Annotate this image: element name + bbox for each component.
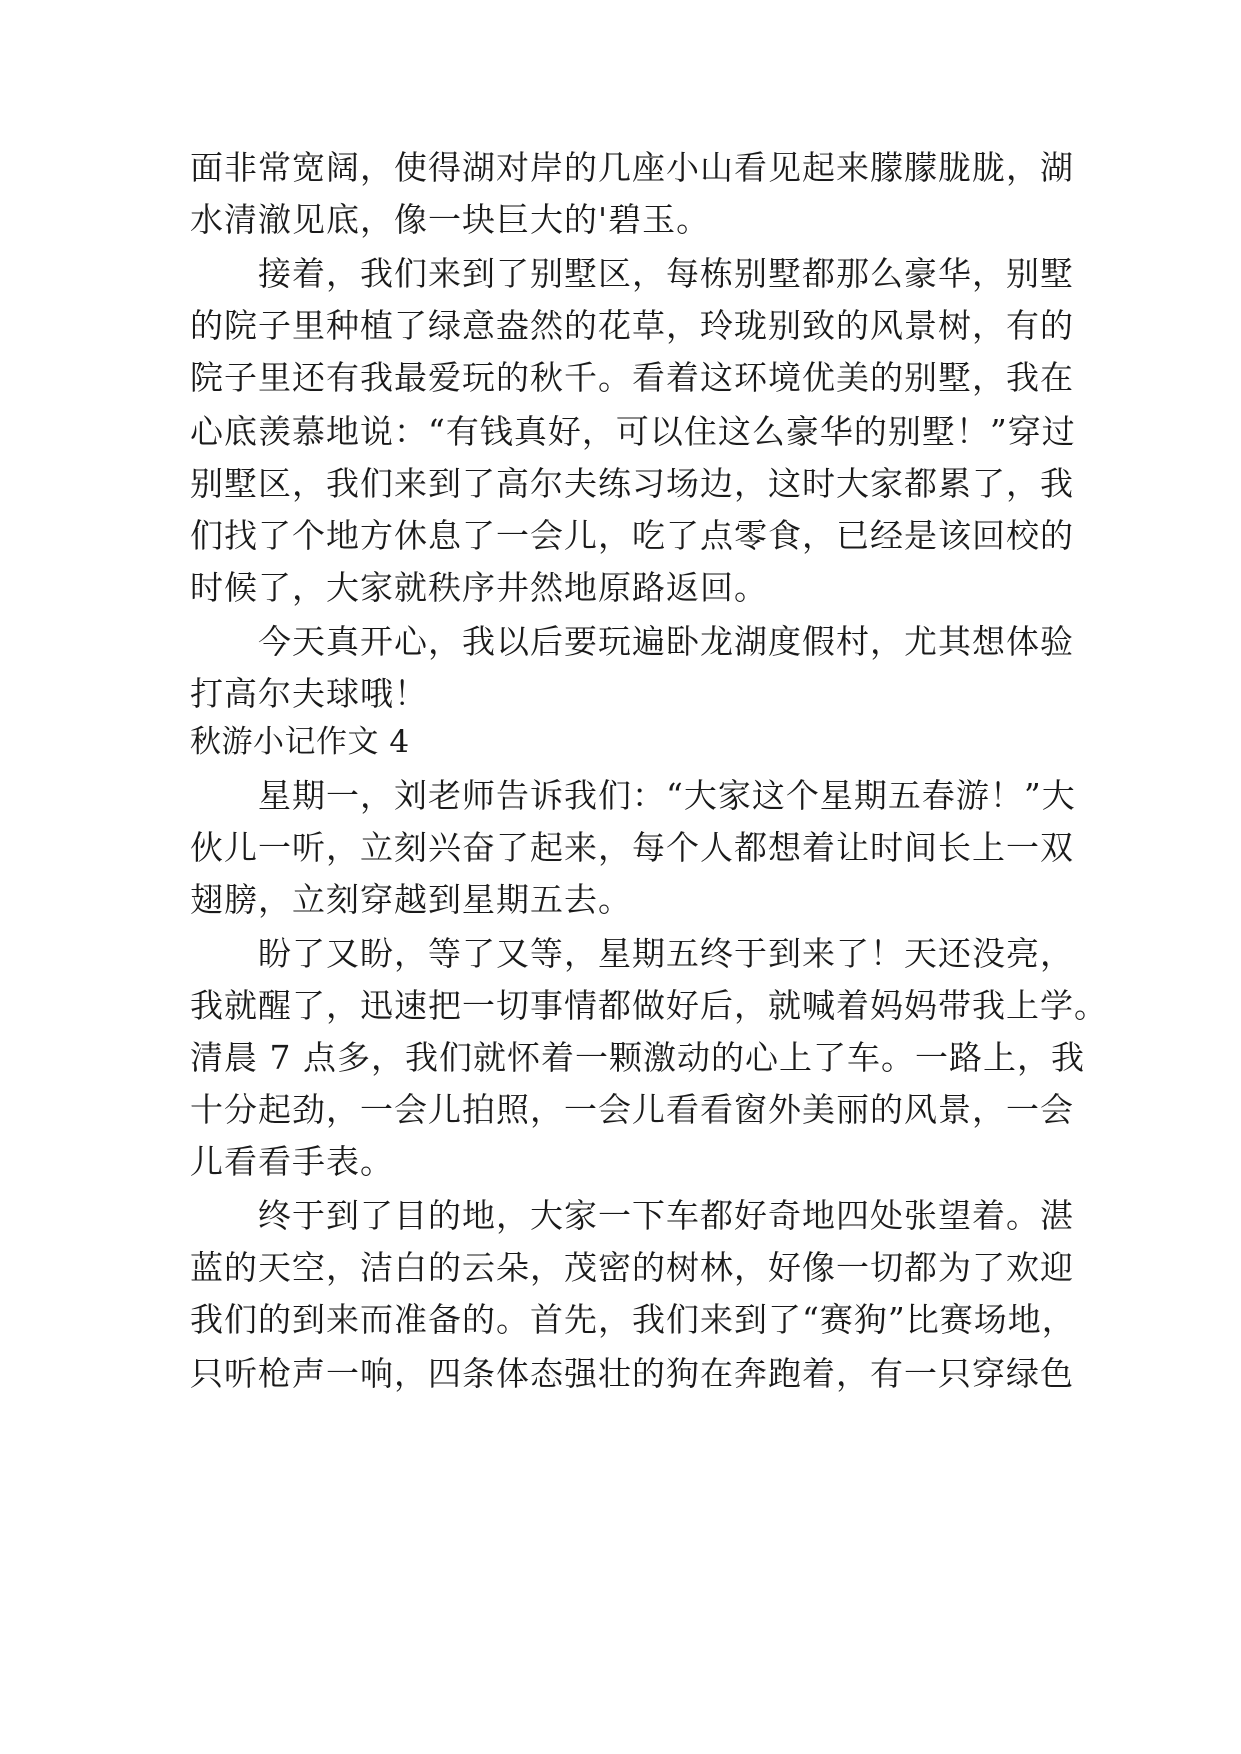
paragraph-line: 星期一，刘老师告诉我们：“大家这个星期五春游！”大 [258,776,1076,815]
paragraph-line: 心底羡慕地说：“有钱真好，可以住这么豪华的别墅！”穿过 [190,412,1076,451]
paragraph-line: 时候了，大家就秩序井然地原路返回。 [190,568,768,607]
paragraph-line: 十分起劲，一会儿拍照，一会儿看看窗外美丽的风景，一会 [190,1090,1074,1129]
paragraph-line: 打高尔夫球哦！ [190,674,428,713]
paragraph-line: 面非常宽阔，使得湖对岸的几座小山看见起来朦朦胧胧，湖 [190,148,1074,187]
section-heading: 秋游小记作文 4 [190,724,410,760]
paragraph-line: 我们的到来而准备的。首先，我们来到了“赛狗”比赛场地， [190,1300,1076,1339]
paragraph-line: 今天真开心，我以后要玩遍卧龙湖度假村，尤其想体验 [258,622,1074,661]
paragraph-line: 翅膀，立刻穿越到星期五去。 [190,880,632,919]
paragraph-line: 我就醒了，迅速把一切事情都做好后，就喊着妈妈带我上学。 [190,986,1108,1025]
paragraph-line: 院子里还有我最爱玩的秋千。看着这环境优美的别墅，我在 [190,358,1074,397]
paragraph-line: 蓝的天空，洁白的云朵，茂密的树林，好像一切都为了欢迎 [190,1248,1074,1287]
paragraph-line: 终于到了目的地，大家一下车都好奇地四处张望着。湛 [258,1196,1074,1235]
paragraph-line: 伙儿一听，立刻兴奋了起来，每个人都想着让时间长上一双 [190,828,1074,867]
paragraph-line: 只听枪声一响，四条体态强壮的狗在奔跑着，有一只穿绿色 [190,1354,1074,1393]
paragraph-line: 别墅区，我们来到了高尔夫练习场边，这时大家都累了，我 [190,464,1074,503]
paragraph-line: 的院子里种植了绿意盎然的花草，玲珑别致的风景树，有的 [190,306,1074,345]
paragraph-line: 水清澈见底，像一块巨大的'碧玉。 [190,200,711,239]
paragraph-line: 们找了个地方休息了一会儿，吃了点零食，已经是该回校的 [190,516,1074,555]
paragraph-line: 清晨 7 点多，我们就怀着一颗激动的心上了车。一路上，我 [190,1038,1085,1077]
paragraph-line: 儿看看手表。 [190,1142,394,1181]
paragraph-line: 接着，我们来到了别墅区，每栋别墅都那么豪华，别墅 [258,254,1074,293]
paragraph-line: 盼了又盼，等了又等，星期五终于到来了！天还没亮， [258,934,1074,973]
